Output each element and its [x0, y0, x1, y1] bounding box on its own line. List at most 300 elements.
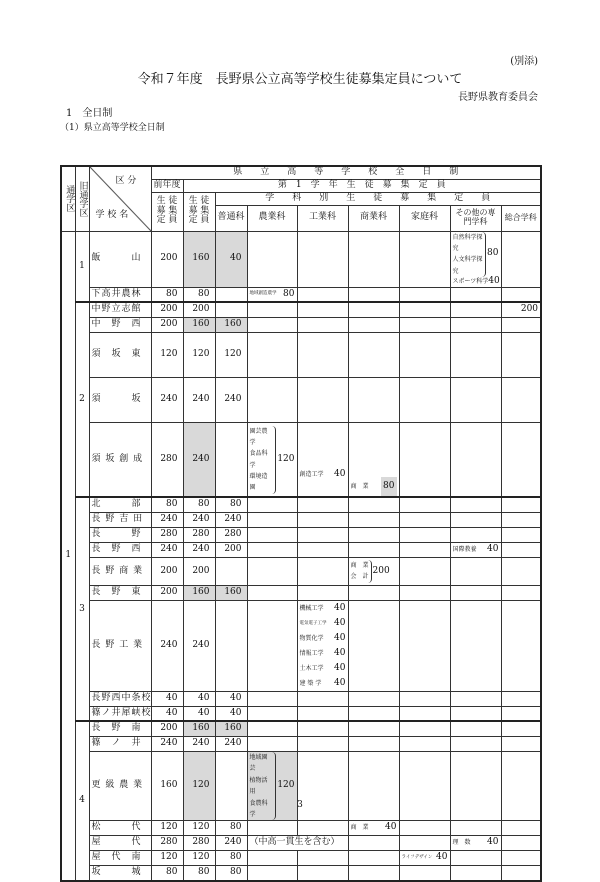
sub-dept-value: 40	[385, 822, 397, 833]
school-name	[89, 527, 151, 542]
sub-dept	[402, 853, 448, 863]
dept-sogo	[501, 600, 541, 691]
school-name-text: 中 野 西	[91, 319, 142, 329]
dept-ind	[297, 527, 348, 542]
bracket-group	[453, 232, 499, 278]
sub-dept-label: 食品科学	[249, 450, 268, 469]
dept-ind	[297, 497, 348, 512]
dept-com	[348, 736, 399, 751]
dept-com	[348, 691, 399, 706]
dept-agri	[247, 317, 297, 332]
prev-year-cap: 80	[151, 497, 183, 512]
general-course: 240	[215, 736, 247, 751]
school-name	[89, 557, 151, 585]
dept-agri	[247, 751, 297, 820]
prev-year-cap: 240	[151, 600, 183, 691]
dept-other	[450, 721, 501, 736]
dept-agri	[247, 231, 297, 287]
dept-sogo	[501, 866, 541, 881]
school-name	[89, 851, 151, 866]
school-name-text: 長 野 工 業	[91, 640, 144, 650]
prev-year-cap: 40	[151, 706, 183, 721]
dept-agri	[247, 332, 297, 377]
dept-agri	[247, 866, 297, 881]
general-course	[215, 751, 247, 820]
general-course: 40	[215, 691, 247, 706]
current-cap: 240	[183, 542, 215, 557]
dept-home	[399, 332, 450, 377]
school-name	[89, 287, 151, 302]
dept-com	[348, 721, 399, 736]
prev-year-cap: 80	[151, 287, 183, 302]
sub-dept-label: ライフデザイン	[401, 854, 433, 860]
header-prev-cap: 生 徒 募 集 定 員	[151, 192, 183, 231]
dept-agri: （中高一貫生を含む）	[247, 836, 348, 851]
school-name	[89, 377, 151, 422]
sub-dept-label: 建 築 学	[299, 679, 322, 687]
bracket-group	[351, 560, 397, 583]
sub-dept-label: 商 業	[350, 823, 369, 831]
dept-home	[399, 851, 450, 866]
dept-sogo	[501, 422, 541, 497]
header-by-dept: 学 科 別 生 徒 募 集 定 員	[215, 192, 541, 205]
sub-dept	[504, 305, 539, 315]
sub-dept-value: 40	[487, 544, 499, 554]
current-cap: 40	[183, 706, 215, 721]
sub-dept	[300, 676, 346, 691]
dept-sogo	[501, 512, 541, 527]
sub-dept	[300, 616, 346, 631]
dept-sogo	[501, 736, 541, 751]
dept-other	[450, 851, 501, 866]
dept-agri	[247, 691, 297, 706]
dept-ind	[297, 317, 348, 332]
school-name-text: 長 野	[91, 529, 142, 539]
general-course: 80	[215, 497, 247, 512]
school-name	[89, 585, 151, 600]
dept-ind	[297, 287, 348, 302]
prev-year-cap: 240	[151, 377, 183, 422]
table-row	[61, 557, 541, 585]
header-dept: 工業科	[297, 205, 348, 231]
dept-sogo	[501, 751, 541, 820]
sub-dept-label: 地域園芸	[249, 753, 268, 773]
dept-other	[450, 497, 501, 512]
school-name-text: 中野立志館	[91, 304, 142, 315]
dept-sogo	[501, 302, 541, 317]
school-name	[89, 721, 151, 736]
dept-com	[348, 600, 399, 691]
school-name-text: 長 野 西	[91, 544, 142, 554]
prev-year-cap: 200	[151, 231, 183, 287]
current-cap: 120	[183, 332, 215, 377]
header-dept: 家庭科	[399, 205, 450, 231]
dept-sogo	[501, 557, 541, 585]
school-name	[89, 600, 151, 691]
school-name	[89, 706, 151, 721]
subsection-heading: （1）県立高等学校全日制	[60, 123, 165, 133]
dept-agri	[247, 557, 297, 585]
dept-ind	[297, 866, 348, 881]
header-dept: その他の専門学科	[450, 205, 501, 231]
dept-agri	[247, 542, 297, 557]
dept-agri	[247, 287, 297, 302]
bracket-labels	[453, 232, 487, 278]
general-course	[215, 557, 247, 585]
header-cap: 生 徒 募 集 定 員	[183, 192, 215, 231]
page-title: 令和７年度 長野県公立高等学校生徒募集定員について	[137, 72, 463, 87]
sub-dept-label: 国際教養	[452, 545, 477, 553]
dept-home	[399, 706, 450, 721]
school-name	[89, 231, 151, 287]
sub-dept-value: 40	[488, 276, 500, 287]
header-dept: 普通科	[215, 205, 247, 231]
dept-ind	[297, 600, 348, 691]
table-row	[61, 302, 541, 317]
dept-ind	[297, 721, 348, 736]
general-course: 80	[215, 866, 247, 881]
sub-dept-label: 理 数	[452, 838, 471, 846]
table-row	[61, 512, 541, 527]
dept-sogo	[501, 691, 541, 706]
sub-dept-label: 地域創造農学	[249, 291, 277, 297]
dept-agri	[247, 377, 297, 422]
current-cap: 240	[183, 512, 215, 527]
dept-ind	[297, 512, 348, 527]
current-cap: 200	[183, 557, 215, 585]
bracket-labels	[351, 560, 372, 583]
general-course: 160	[215, 317, 247, 332]
old-district-cell: 3	[75, 497, 89, 721]
current-cap: 160	[183, 231, 215, 287]
sub-dept-label: 機械工学	[299, 604, 324, 612]
prev-year-cap: 240	[151, 736, 183, 751]
sub-dept-label: 園芸農学	[249, 427, 268, 446]
school-name	[89, 317, 151, 332]
school-name-text: 長 野 東	[91, 587, 142, 597]
dept-agri	[247, 706, 297, 721]
sub-dept-label: 土木工学	[299, 664, 324, 672]
prev-year-cap: 280	[151, 422, 183, 497]
dept-sogo	[501, 377, 541, 422]
general-course: 160	[215, 585, 247, 600]
current-cap: 280	[183, 836, 215, 851]
dept-com	[348, 821, 399, 836]
table-row	[61, 231, 541, 287]
dept-home	[399, 231, 450, 287]
school-name	[89, 736, 151, 751]
school-name	[89, 821, 151, 836]
dept-other	[450, 422, 501, 497]
sub-dept-label: 植物活用	[249, 776, 268, 796]
dept-ind	[297, 332, 348, 377]
general-course: 240	[215, 836, 247, 851]
table-row	[61, 721, 541, 736]
header-top: 県 立 高 等 学 校 全 日 制	[151, 166, 541, 179]
sub-dept	[453, 838, 499, 848]
dept-other	[450, 736, 501, 751]
page-number: 3	[297, 800, 303, 810]
dept-other	[450, 377, 501, 422]
prev-year-cap: 120	[151, 851, 183, 866]
dept-other	[450, 512, 501, 527]
current-cap: 160	[183, 317, 215, 332]
dept-agri	[247, 585, 297, 600]
sub-dept-value: 80	[381, 477, 396, 496]
school-name-text: 屋 代	[91, 837, 142, 848]
dept-other	[450, 542, 501, 557]
table-row	[61, 332, 541, 377]
sub-dept	[351, 477, 397, 496]
dept-agri	[247, 736, 297, 751]
dept-ind	[297, 377, 348, 422]
sub-dept-label: スポーツ科学	[452, 277, 489, 285]
dept-agri	[247, 600, 297, 691]
table-row	[61, 736, 541, 751]
sub-dept-value: 40	[334, 617, 346, 628]
dept-com	[348, 332, 399, 377]
dept-com	[348, 851, 399, 866]
school-name-text: 松 代	[91, 822, 142, 833]
group-total: 120	[277, 453, 295, 464]
prev-year-cap: 160	[151, 751, 183, 820]
dept-agri	[247, 302, 297, 317]
dept-ind	[297, 231, 348, 287]
table-row	[61, 287, 541, 302]
dept-home	[399, 512, 450, 527]
dept-com	[348, 527, 399, 542]
general-course: 240	[215, 512, 247, 527]
dept-other	[450, 302, 501, 317]
dept-sogo	[501, 821, 541, 836]
sub-dept-label: 電気電子工学	[299, 620, 327, 626]
header-dept: 総合学科	[501, 205, 541, 231]
dept-home	[399, 736, 450, 751]
sub-dept-label: 物質化学	[299, 634, 324, 642]
school-name-text: 須 坂	[91, 394, 142, 404]
dept-com	[348, 585, 399, 600]
dept-agri	[247, 512, 297, 527]
dept-other	[450, 706, 501, 721]
dept-ind	[297, 736, 348, 751]
dept-home	[399, 751, 450, 820]
general-course: 160	[215, 721, 247, 736]
school-name-text: 更 級 農 業	[91, 780, 144, 791]
table-row	[61, 600, 541, 691]
school-name-text: 長 野 南	[91, 723, 142, 734]
current-cap: 240	[183, 422, 215, 497]
prev-year-cap: 240	[151, 542, 183, 557]
header-category: 区 分	[115, 175, 137, 186]
sub-dept-label: 創造工学	[299, 470, 324, 478]
sub-dept	[250, 290, 295, 300]
dept-com	[348, 287, 399, 302]
current-cap: 120	[183, 751, 215, 820]
school-name	[89, 542, 151, 557]
old-district-cell: 2	[75, 302, 89, 497]
sub-dept-label: 自然科学探究	[452, 233, 483, 252]
dept-ind	[297, 557, 348, 585]
header-category-diagonal	[89, 166, 151, 231]
current-cap: 80	[183, 287, 215, 302]
prev-year-cap: 200	[151, 721, 183, 736]
dept-other	[450, 585, 501, 600]
dept-sogo	[501, 706, 541, 721]
dept-home	[399, 377, 450, 422]
dept-ind	[297, 751, 348, 820]
general-course: 200	[215, 542, 247, 557]
table-row	[61, 497, 541, 512]
table-row	[61, 851, 541, 866]
group-total: 80	[487, 248, 499, 259]
current-cap: 280	[183, 527, 215, 542]
dept-com	[348, 706, 399, 721]
prev-year-cap: 120	[151, 821, 183, 836]
school-name	[89, 332, 151, 377]
dept-agri	[247, 527, 297, 542]
school-name-text: 篠 ノ 井	[91, 738, 142, 748]
table-row	[61, 422, 541, 497]
sub-dept	[300, 661, 346, 676]
sub-dept-value: 40	[334, 677, 346, 688]
dept-home	[399, 527, 450, 542]
dept-home	[399, 721, 450, 736]
table-row	[61, 706, 541, 721]
school-name-text: 長 野 吉 田	[91, 514, 144, 524]
school-name-text: 下高井農林	[91, 288, 142, 299]
sub-dept-label: 情報工学	[299, 649, 324, 657]
school-name-text: 坂 城	[91, 867, 142, 878]
prev-year-cap: 200	[151, 585, 183, 600]
school-name-text: 長 野 商 業	[91, 565, 144, 576]
header-school-name: 学 校 名	[95, 209, 129, 220]
prev-year-cap: 200	[151, 317, 183, 332]
prev-year-cap: 120	[151, 332, 183, 377]
bracket-labels	[250, 426, 277, 494]
old-district-cell: 1	[75, 231, 89, 302]
dept-other	[450, 821, 501, 836]
annex-label: (別添)	[510, 56, 538, 67]
header-dept: 商業科	[348, 205, 399, 231]
general-course: 120	[215, 332, 247, 377]
issuer: 長野県教育委員会	[458, 92, 538, 103]
school-name-text: 須 坂 創 成	[91, 453, 144, 464]
dept-com	[348, 866, 399, 881]
header-prev-year: 前年度	[151, 179, 183, 192]
general-course: 280	[215, 527, 247, 542]
dept-com	[348, 317, 399, 332]
sub-dept-value: 40	[334, 602, 346, 613]
table-row	[61, 821, 541, 836]
dept-com	[348, 497, 399, 512]
dept-sogo	[501, 497, 541, 512]
dept-sogo	[501, 317, 541, 332]
dept-other	[450, 287, 501, 302]
dept-ind	[297, 821, 348, 836]
dept-other	[450, 332, 501, 377]
dept-com	[348, 302, 399, 317]
sub-dept	[300, 646, 346, 661]
school-name	[89, 497, 151, 512]
sub-dept-label: 環境造園	[249, 473, 268, 492]
dept-home	[399, 497, 450, 512]
general-course	[215, 287, 247, 302]
sub-dept	[453, 545, 499, 555]
dept-other	[450, 600, 501, 691]
sub-dept	[300, 601, 346, 616]
sub-dept-label: 会 計	[350, 573, 369, 581]
bracket-group	[250, 426, 295, 494]
dept-sogo	[501, 542, 541, 557]
dept-agri	[247, 821, 297, 836]
header-first-grade: 第 1 学 年 生 徒 募 集 定 員	[183, 179, 541, 192]
dept-sogo	[501, 231, 541, 287]
current-cap: 80	[183, 497, 215, 512]
section-heading: 1 全日制	[66, 108, 113, 119]
current-cap: 240	[183, 600, 215, 691]
general-course: 40	[215, 706, 247, 721]
dept-agri	[247, 721, 297, 736]
dept-home	[399, 557, 450, 585]
prev-year-cap: 40	[151, 691, 183, 706]
current-cap: 240	[183, 377, 215, 422]
sub-dept-value: 40	[334, 632, 346, 643]
dept-com	[348, 377, 399, 422]
dept-home	[399, 542, 450, 557]
dept-agri	[247, 422, 297, 497]
group-total: 120	[277, 780, 295, 791]
group-total: 200	[372, 565, 390, 576]
dept-home	[399, 691, 450, 706]
dept-com	[348, 836, 399, 851]
dept-com	[348, 422, 399, 497]
dept-other	[450, 866, 501, 881]
dept-agri	[247, 497, 297, 512]
general-course: 240	[215, 377, 247, 422]
school-name	[89, 751, 151, 820]
dept-home	[399, 866, 450, 881]
dept-com	[348, 542, 399, 557]
current-cap: 80	[183, 866, 215, 881]
general-course: 80	[215, 821, 247, 836]
dept-ind	[297, 585, 348, 600]
header-district: 通学区	[61, 166, 75, 231]
current-cap: 200	[183, 302, 215, 317]
sub-dept-value: 40	[334, 468, 346, 479]
table-row	[61, 585, 541, 600]
dept-sogo	[501, 851, 541, 866]
table-row	[61, 377, 541, 422]
prev-year-cap: 280	[151, 527, 183, 542]
general-course: 40	[215, 231, 247, 287]
school-name	[89, 512, 151, 527]
old-district-cell: 4	[75, 721, 89, 880]
table-row	[61, 317, 541, 332]
dept-com	[348, 512, 399, 527]
dept-other	[450, 527, 501, 542]
prev-year-cap: 280	[151, 836, 183, 851]
dept-ind	[297, 422, 348, 497]
sub-dept-label: 商 業	[350, 483, 369, 491]
dept-home	[399, 585, 450, 600]
dept-sogo	[501, 721, 541, 736]
school-name	[89, 866, 151, 881]
sub-dept-label: 人文科学探究	[452, 256, 483, 275]
dept-home	[399, 287, 450, 302]
school-name-text: 長野西中条校	[91, 693, 152, 703]
dept-home	[399, 600, 450, 691]
dept-sogo	[501, 287, 541, 302]
